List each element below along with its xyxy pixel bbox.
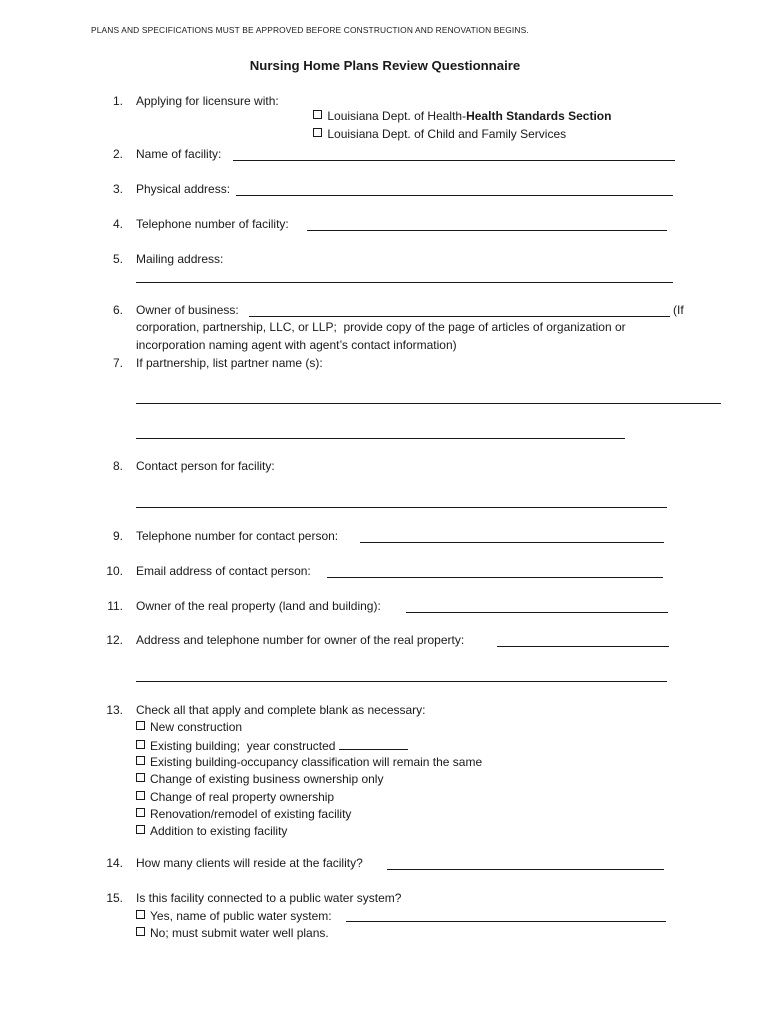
checkbox-icon[interactable] [136, 773, 145, 782]
q8-label: Contact person for facility: [136, 459, 275, 473]
option-label: Change of existing business ownership only [150, 772, 384, 786]
q4-number: 4. [112, 217, 123, 231]
q13-option-existing-building[interactable] [136, 738, 408, 754]
q13-option-addition[interactable] [136, 824, 287, 839]
q11-label: Owner of the real property (land and building): [136, 599, 381, 613]
option-label: Existing building-occupancy classification will remain the same [150, 755, 483, 769]
q13-option-renovation[interactable] [136, 807, 351, 822]
q10-label: Email address of contact person: [136, 564, 311, 578]
option-label: Change of real property ownership [150, 790, 335, 804]
q14-label: How many clients will reside at the facility? [136, 856, 363, 870]
q15-label: Is this facility connected to a public water system? [136, 891, 402, 905]
property-owner-field[interactable] [406, 612, 668, 613]
q6-note-line-2: corporation, partnership, LLC, or LLP; provide copy of the page of articles of organization or [136, 320, 626, 334]
checkbox-icon[interactable] [313, 128, 322, 137]
q13-label: Check all that apply and complete blank as necessary: [136, 703, 426, 717]
year-constructed-field[interactable] [339, 738, 408, 750]
checkbox-icon[interactable] [136, 910, 145, 919]
q6-label: Owner of business: [136, 303, 239, 317]
approval-header: PLANS AND SPECIFICATIONS MUST BE APPROVED BEFORE CONSTRUCTION AND RENOVATION BEGINS. [91, 25, 529, 35]
q12-number: 12. [106, 633, 123, 647]
q13-option-business-ownership[interactable] [136, 772, 383, 787]
q9-number: 9. [112, 529, 123, 543]
facility-phone-field[interactable] [307, 230, 667, 231]
q14-number: 14. [106, 856, 123, 870]
water-system-name-field[interactable] [346, 921, 666, 922]
q5-label: Mailing address: [136, 252, 224, 266]
q13-option-property-ownership[interactable] [136, 790, 334, 805]
property-owner-contact-field-2[interactable] [136, 681, 667, 682]
contact-phone-field[interactable] [360, 542, 664, 543]
mailing-address-field[interactable] [136, 282, 673, 283]
q8-number: 8. [112, 459, 123, 473]
q13-option-new-construction[interactable] [136, 720, 242, 735]
q13-number: 13. [106, 703, 123, 717]
q15-option-yes[interactable] [136, 909, 332, 924]
q15-option-no[interactable] [136, 926, 329, 941]
q1-label: Applying for licensure with: [136, 94, 279, 108]
option-label: No; must submit water well plans. [150, 926, 329, 940]
checkbox-icon[interactable] [136, 740, 145, 749]
q7-number: 7. [112, 356, 123, 370]
q12-label: Address and telephone number for owner of the real property: [136, 633, 465, 647]
q6-if-text: (If [673, 303, 684, 317]
q7-label: If partnership, list partner name (s): [136, 356, 323, 370]
q9-label: Telephone number for contact person: [136, 529, 339, 543]
q15-number: 15. [106, 891, 123, 905]
q5-number: 5. [112, 252, 123, 266]
property-owner-contact-field-1[interactable] [497, 646, 669, 647]
checkbox-icon[interactable] [136, 808, 145, 817]
q4-label: Telephone number of facility: [136, 217, 289, 231]
checkbox-icon[interactable] [136, 756, 145, 765]
q1-option-health-prefix: Louisiana Dept. of Health- [327, 109, 467, 123]
q3-number: 3. [112, 182, 123, 196]
q1-option-dcfs-label: Louisiana Dept. of Child and Family Services [327, 127, 567, 141]
q6-number: 6. [112, 303, 123, 317]
q11-number: 11. [107, 599, 123, 613]
partner-names-field-1[interactable] [136, 403, 721, 404]
physical-address-field[interactable] [236, 195, 673, 196]
q1-option-health-bold: Health Standards Section [466, 109, 612, 123]
q2-label: Name of facility: [136, 147, 222, 161]
q13-option-occupancy-same[interactable] [136, 755, 482, 770]
q1-option-dcfs[interactable] [300, 112, 566, 157]
q6-note-line-3: incorporation naming agent with agent’s contact information) [136, 338, 457, 352]
q1-number: 1. [112, 94, 123, 108]
q2-number: 2. [112, 147, 123, 161]
option-label: New construction [150, 720, 243, 734]
q3-label: Physical address: [136, 182, 231, 196]
client-count-field[interactable] [387, 869, 664, 870]
option-label: Renovation/remodel of existing facility [150, 807, 352, 821]
partner-names-field-2[interactable] [136, 438, 625, 439]
checkbox-icon[interactable] [136, 927, 145, 936]
option-label: Yes, name of public water system: [150, 909, 332, 923]
business-owner-field[interactable] [249, 316, 670, 317]
contact-person-field[interactable] [136, 507, 667, 508]
q10-number: 10. [106, 564, 123, 578]
facility-name-field[interactable] [233, 160, 675, 161]
checkbox-icon[interactable] [136, 721, 145, 730]
option-label: Addition to existing facility [150, 824, 288, 838]
page-title: Nursing Home Plans Review Questionnaire [249, 58, 521, 73]
option-label: Existing building; year constructed [150, 739, 336, 753]
checkbox-icon[interactable] [136, 825, 145, 834]
contact-email-field[interactable] [327, 577, 663, 578]
checkbox-icon[interactable] [136, 791, 145, 800]
